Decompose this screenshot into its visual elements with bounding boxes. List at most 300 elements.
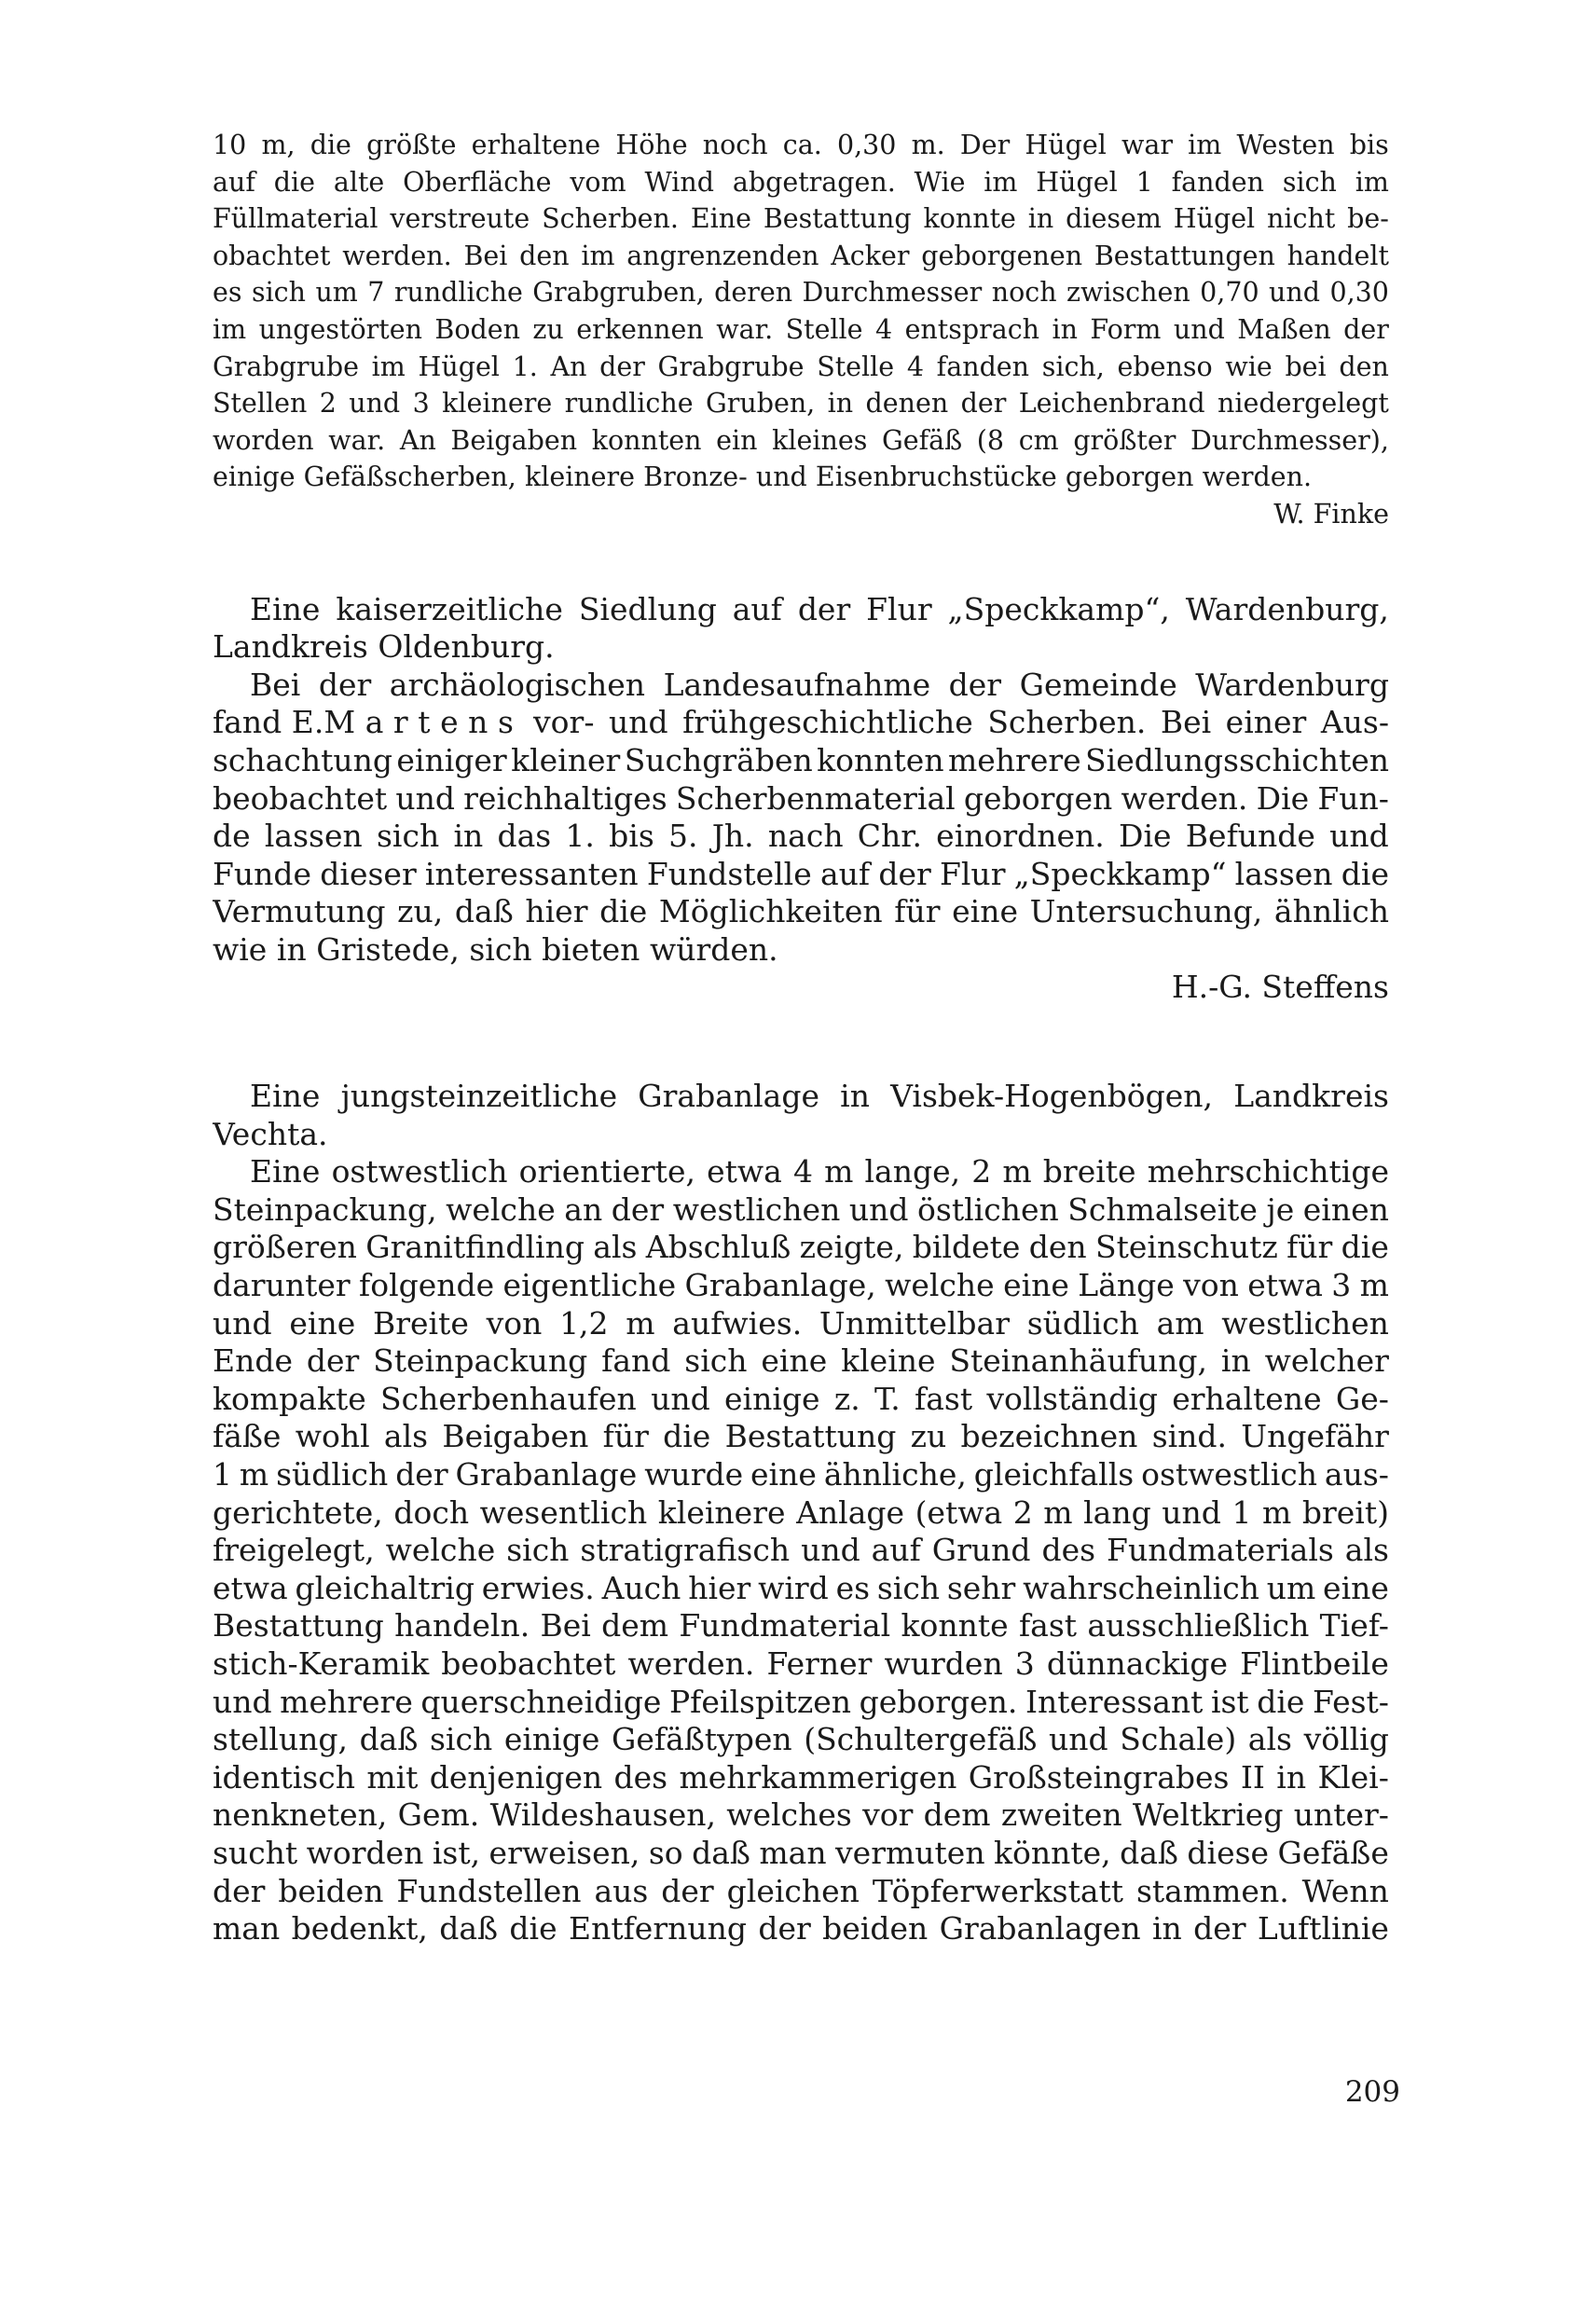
word: und: [1269, 277, 1321, 309]
word: Hügel: [1036, 166, 1118, 198]
word: sich: [506, 1532, 570, 1569]
word: Durchmesser: [802, 277, 983, 309]
word: der: [1343, 313, 1389, 345]
word: welche: [885, 1267, 995, 1304]
word: von: [486, 1304, 543, 1342]
word: Beigaben: [442, 1418, 589, 1455]
word: auf: [819, 855, 871, 892]
word: in: [1027, 203, 1054, 235]
word: eine: [1323, 1569, 1389, 1606]
word: T.: [874, 1380, 901, 1417]
word: Ge-: [1335, 1380, 1389, 1417]
word: handelt: [1286, 240, 1389, 271]
word: Ferner: [766, 1645, 873, 1682]
word: im: [984, 166, 1018, 198]
word: 1: [213, 1456, 232, 1493]
word: Wenn: [1301, 1872, 1389, 1909]
word: Fundstelle: [646, 855, 812, 892]
word: An: [399, 424, 436, 456]
word: man: [759, 1834, 827, 1871]
word: zwischen: [1066, 277, 1190, 309]
word: m: [239, 1456, 269, 1493]
word: in: [1151, 1910, 1182, 1947]
word: welche: [446, 1190, 556, 1228]
word: daß: [454, 893, 514, 930]
word: m: [1002, 1153, 1032, 1190]
word: östlichen: [917, 1190, 1059, 1228]
word: Höhe: [615, 130, 688, 160]
text-line: [213, 1116, 1389, 1154]
word: Scherbenhaufen: [380, 1380, 637, 1417]
word: orientierte,: [518, 1153, 695, 1190]
word: die: [1257, 1683, 1305, 1720]
word: sich: [684, 1342, 748, 1380]
word: könnte,: [994, 1834, 1111, 1871]
word: einordnen.: [936, 818, 1105, 855]
word: gleichfalls: [973, 1456, 1135, 1493]
word: querschneidige: [420, 1683, 662, 1720]
word: aus-: [1324, 1456, 1389, 1493]
word: etwa: [1247, 1267, 1323, 1304]
text-line: [213, 459, 1389, 496]
word: konnten: [591, 424, 702, 456]
word: des: [1041, 1532, 1096, 1569]
word: Grabanlage: [638, 1078, 820, 1115]
word: m: [824, 1153, 854, 1190]
word: sich,: [1041, 351, 1105, 382]
word: Funde: [213, 855, 312, 892]
word: folgende: [359, 1267, 495, 1304]
word: Gefäße: [1277, 1834, 1389, 1871]
word: vom: [570, 166, 626, 198]
word: wie: [1225, 351, 1273, 382]
word: II: [1240, 1758, 1265, 1796]
word: wie: [213, 930, 268, 968]
word: Eine: [250, 590, 321, 627]
word: entsprach: [904, 313, 1040, 345]
word: (8: [976, 424, 1005, 456]
word: stammen.: [1135, 1872, 1289, 1909]
word: eine: [1003, 1267, 1069, 1304]
word: Entfernung: [568, 1910, 747, 1947]
word: als: [1344, 1532, 1389, 1569]
text-line: [213, 1418, 1389, 1456]
word: 4: [874, 313, 893, 345]
word: die: [310, 130, 351, 160]
text-fragment: [533, 704, 1389, 742]
text-line: [213, 667, 1389, 705]
word: z.: [833, 1380, 860, 1417]
word: Beigaben: [450, 424, 578, 456]
word: in: [276, 930, 307, 968]
word: kleinere: [442, 388, 553, 420]
word: vor: [862, 1796, 914, 1834]
word: und: [755, 461, 807, 493]
word: werden.: [342, 240, 452, 271]
word: Bestattung: [724, 1418, 897, 1455]
word: des: [613, 1758, 668, 1796]
text-line: [213, 1191, 1389, 1230]
word: als: [383, 1418, 429, 1455]
report-visbek: [213, 1078, 1389, 1948]
report-speckkamp: [213, 591, 1389, 1008]
word: Eine: [250, 1153, 321, 1190]
text-line: [213, 1684, 1389, 1722]
word: Scherbenmaterial: [675, 779, 956, 817]
text-line: [213, 1532, 1389, 1570]
word: eine: [761, 1342, 828, 1380]
word: einige: [724, 1380, 820, 1417]
word: und: [1048, 1721, 1108, 1758]
word: lange,: [864, 1153, 961, 1190]
word: sich: [469, 930, 532, 968]
word: Bei: [1160, 704, 1212, 741]
word: denen: [865, 388, 949, 420]
word: erhaltene: [471, 130, 601, 160]
word: stich-Keramik: [213, 1645, 430, 1682]
word: die: [1341, 855, 1389, 892]
word: darunter: [213, 1267, 351, 1304]
word: breite: [1042, 1153, 1136, 1190]
word: 1: [1135, 166, 1153, 198]
report-speckkamp-body: [213, 742, 1389, 1007]
word: breit): [1301, 1493, 1389, 1531]
word: Steinpackung,: [213, 1190, 437, 1228]
word: schachtung: [213, 741, 392, 778]
word: Auch: [601, 1569, 681, 1606]
word: Chr.: [857, 818, 922, 855]
word: bis: [609, 818, 654, 855]
word: cm: [1018, 424, 1059, 456]
text-line: [213, 1494, 1389, 1533]
word: de: [213, 818, 251, 855]
word: auf: [871, 1532, 921, 1569]
word: für: [1286, 1229, 1333, 1266]
word: kleines: [772, 424, 868, 456]
word: fand: [601, 1342, 671, 1380]
word: Grabanlage,: [684, 1267, 876, 1304]
word: Gruben,: [705, 388, 816, 420]
word: 2: [319, 388, 337, 420]
word: archäologischen: [389, 666, 646, 703]
word: reichhaltiges: [463, 779, 667, 817]
word: im: [1355, 166, 1389, 198]
word: kleinere: [524, 461, 636, 493]
word: worden: [306, 1834, 424, 1871]
word: diese: [1187, 1834, 1270, 1871]
word: Siedlungsschichten: [1085, 741, 1389, 778]
word: am: [1156, 1304, 1204, 1342]
word: Wardenburg,: [1185, 590, 1389, 627]
word: Gristede,: [316, 930, 460, 968]
word: Hügel: [1025, 130, 1107, 160]
text-line: [213, 1796, 1389, 1835]
word: Luftlinie: [1257, 1910, 1389, 1947]
word: lang: [1083, 1493, 1151, 1531]
word: „Speckkamp“,: [947, 590, 1170, 627]
word: der: [213, 1872, 266, 1909]
word: gerichtete,: [213, 1493, 383, 1531]
word: kleiner: [511, 741, 621, 778]
word: der: [611, 1190, 665, 1228]
word: Wind: [644, 166, 714, 198]
word: die: [273, 166, 315, 198]
text-line: [213, 127, 1389, 164]
word: westlichen: [1221, 1304, 1389, 1342]
word: wohl: [295, 1418, 370, 1455]
text-line: [213, 274, 1389, 311]
word: auf: [213, 166, 255, 198]
word: und: [213, 1683, 272, 1720]
report-visbek-body: [213, 1153, 1389, 1947]
word: einige: [213, 461, 296, 493]
text-line: [213, 591, 1389, 629]
word: sich: [1282, 166, 1337, 198]
word: gleichaltrig: [295, 1569, 475, 1606]
word: Aus-: [1320, 704, 1389, 741]
word: konnte: [901, 1607, 1009, 1645]
word: beobachtet: [441, 1645, 616, 1682]
word: eine: [952, 893, 1019, 930]
word: Siedlung: [578, 590, 717, 627]
word: es: [835, 1569, 871, 1606]
text-line: [213, 311, 1389, 349]
text-line: [213, 931, 1389, 970]
word: Grabanlagen: [939, 1910, 1141, 1947]
word: und: [1162, 1493, 1221, 1531]
word: je: [1266, 1190, 1295, 1228]
word: Tief-: [1319, 1607, 1389, 1645]
word: geborgen: [1065, 461, 1194, 493]
word: Flur: [866, 590, 932, 627]
word: Grabanlage: [455, 1456, 638, 1493]
word: Landkreis: [213, 628, 368, 666]
text-line: [213, 1078, 1389, 1116]
text-line: [213, 1835, 1389, 1873]
word: 4: [906, 351, 924, 382]
word: daß: [692, 1834, 750, 1871]
word: Hügel: [1173, 203, 1256, 235]
word: Maßen: [1237, 313, 1331, 345]
word: abgetragen.: [732, 166, 896, 198]
text-line: [213, 1607, 1389, 1645]
word: daß: [359, 1721, 419, 1758]
text-fragment: fand E.: [213, 704, 324, 741]
word: fast: [1018, 1607, 1078, 1645]
text-line: [213, 628, 1389, 667]
text-line: [213, 1381, 1389, 1419]
word: Visbek-Hogenbögen,: [890, 1078, 1214, 1115]
word: nicht: [1267, 203, 1336, 235]
text-line: [213, 1305, 1389, 1343]
word: frühgeschichtliche: [682, 704, 973, 741]
text-line: [213, 1910, 1389, 1948]
word: von: [1183, 1267, 1239, 1304]
word: stratigrafisch: [580, 1532, 791, 1569]
word: der: [797, 590, 851, 627]
word: ein: [716, 424, 758, 456]
word: wurden: [884, 1645, 1003, 1682]
word: der: [948, 666, 1002, 703]
word: ostwestlich: [1141, 1456, 1317, 1493]
word: Weltkrieg: [1132, 1796, 1284, 1834]
word: zeigte,: [799, 1229, 904, 1266]
word: etwa: [707, 1153, 782, 1190]
word: be-: [1347, 203, 1389, 235]
word: würden.: [649, 930, 778, 968]
word: Form: [1090, 313, 1162, 345]
word: daß: [439, 1910, 499, 1947]
word: zu: [910, 1418, 947, 1455]
text-line: [213, 1759, 1389, 1797]
word: Schale): [1120, 1721, 1237, 1758]
word: Grabgrube: [657, 351, 805, 382]
word: Fundmaterials: [1107, 1532, 1334, 1569]
word: 1.: [512, 351, 538, 382]
word: Anlage: [796, 1493, 905, 1531]
word: Möglichkeiten: [658, 893, 883, 930]
word: Wie: [914, 166, 966, 198]
word: 3: [412, 388, 430, 420]
word: kleine: [841, 1342, 936, 1380]
word: diesem: [1066, 203, 1162, 235]
word: größter: [1073, 424, 1176, 456]
word: um: [1266, 1569, 1316, 1606]
word: wurde: [644, 1456, 744, 1493]
report-visbek-title: [213, 1078, 1389, 1153]
word: mehrschichtige: [1147, 1153, 1389, 1190]
word: hier: [688, 1569, 751, 1606]
word: sich: [251, 277, 306, 309]
word: Befunde: [1185, 818, 1315, 855]
word: 2: [971, 1153, 992, 1190]
word: der: [960, 388, 1007, 420]
author-name-martens: Martens: [323, 704, 524, 741]
word: 2: [1012, 1493, 1033, 1531]
word: Vechta.: [213, 1115, 328, 1152]
word: ist,: [432, 1834, 481, 1871]
word: 1.: [565, 818, 595, 855]
word: eine: [289, 1304, 356, 1342]
word: 5.: [667, 818, 698, 855]
word: beiden: [278, 1872, 384, 1909]
word: der: [661, 1872, 714, 1909]
word: dem: [923, 1796, 991, 1834]
word: niedergelegt: [1218, 388, 1389, 420]
word: werden.: [627, 1645, 755, 1682]
word: Wardenburg: [1195, 666, 1389, 703]
word: kaiserzeitliche: [336, 590, 563, 627]
word: Bronze-: [643, 461, 748, 493]
word: vermuten: [835, 1834, 985, 1871]
word: rundliche: [564, 388, 694, 420]
word: Abschluß: [645, 1229, 791, 1266]
word: die: [509, 1910, 557, 1947]
text-line: [213, 1721, 1389, 1759]
word: etwa: [213, 1569, 288, 1606]
word: der: [599, 351, 645, 382]
word: geborgen.: [859, 1683, 1018, 1720]
word: Untersuchung,: [1029, 893, 1263, 930]
word: zweiten: [1000, 1796, 1122, 1834]
word: Grund: [931, 1532, 1031, 1569]
word: sucht: [213, 1834, 298, 1871]
word: dem: [601, 1607, 669, 1645]
word: und: [651, 1380, 710, 1417]
word: Landkreis: [1233, 1078, 1389, 1115]
section-gap: [213, 533, 1389, 591]
word: Steinpackung: [373, 1342, 588, 1380]
word: Scherben.: [987, 704, 1147, 741]
author-signature: W. Finke: [1273, 498, 1389, 530]
word: erhaltene: [1172, 1380, 1322, 1417]
word: zu: [532, 313, 564, 345]
word: im: [213, 313, 247, 345]
word: sich: [376, 818, 440, 855]
word: bieten: [542, 930, 640, 968]
word: den: [519, 240, 570, 271]
word: erwies.: [481, 1569, 595, 1606]
word: Bestattungen: [1094, 240, 1275, 271]
word: kleinere: [657, 1493, 786, 1531]
report-finke: [213, 127, 1389, 533]
word: westlichen: [672, 1190, 841, 1228]
text-line: [213, 742, 1389, 780]
word: fast: [915, 1380, 973, 1417]
word: wesentlich: [479, 1493, 648, 1531]
text-line: [213, 1229, 1389, 1267]
word: in: [1220, 1342, 1251, 1380]
word: für: [894, 893, 941, 930]
word: im: [1188, 130, 1222, 160]
word: der: [395, 1456, 448, 1493]
word: Gefäßscherben,: [303, 461, 516, 493]
word: Gefäß: [881, 424, 963, 456]
word: einen: [1302, 1190, 1389, 1228]
word: sehr: [946, 1569, 1016, 1606]
word: obachtet: [213, 240, 331, 271]
word: auf: [732, 590, 782, 627]
word: verstreute: [390, 203, 530, 235]
word: stellung,: [213, 1721, 348, 1758]
word: Der: [959, 130, 1011, 160]
word: (Schultergefäß: [804, 1721, 1038, 1758]
word: unter-: [1293, 1796, 1389, 1834]
word: bedenkt,: [291, 1910, 428, 1947]
word: m,: [261, 130, 296, 160]
word: konnten: [817, 741, 944, 778]
word: doch: [393, 1493, 470, 1531]
word: den: [1028, 1229, 1087, 1266]
word: ca.: [782, 130, 822, 160]
word: denjenigen: [429, 1758, 603, 1796]
word: Leichenbrand: [1018, 388, 1205, 420]
word: Klei-: [1317, 1758, 1389, 1796]
word: ungestörten: [258, 313, 422, 345]
word: mit: [366, 1758, 419, 1796]
word: und: [349, 388, 401, 420]
word: beobachtet: [213, 779, 388, 817]
word: Grabgrube: [213, 351, 359, 382]
word: Ende: [213, 1342, 293, 1380]
report-speckkamp-title: [213, 591, 1389, 667]
word: bezeichnen: [960, 1418, 1138, 1455]
word: lassen: [264, 818, 363, 855]
text-line: [213, 200, 1389, 238]
word: kompakte: [213, 1380, 366, 1417]
word: Jh.: [711, 818, 754, 855]
word: die: [663, 1418, 711, 1455]
